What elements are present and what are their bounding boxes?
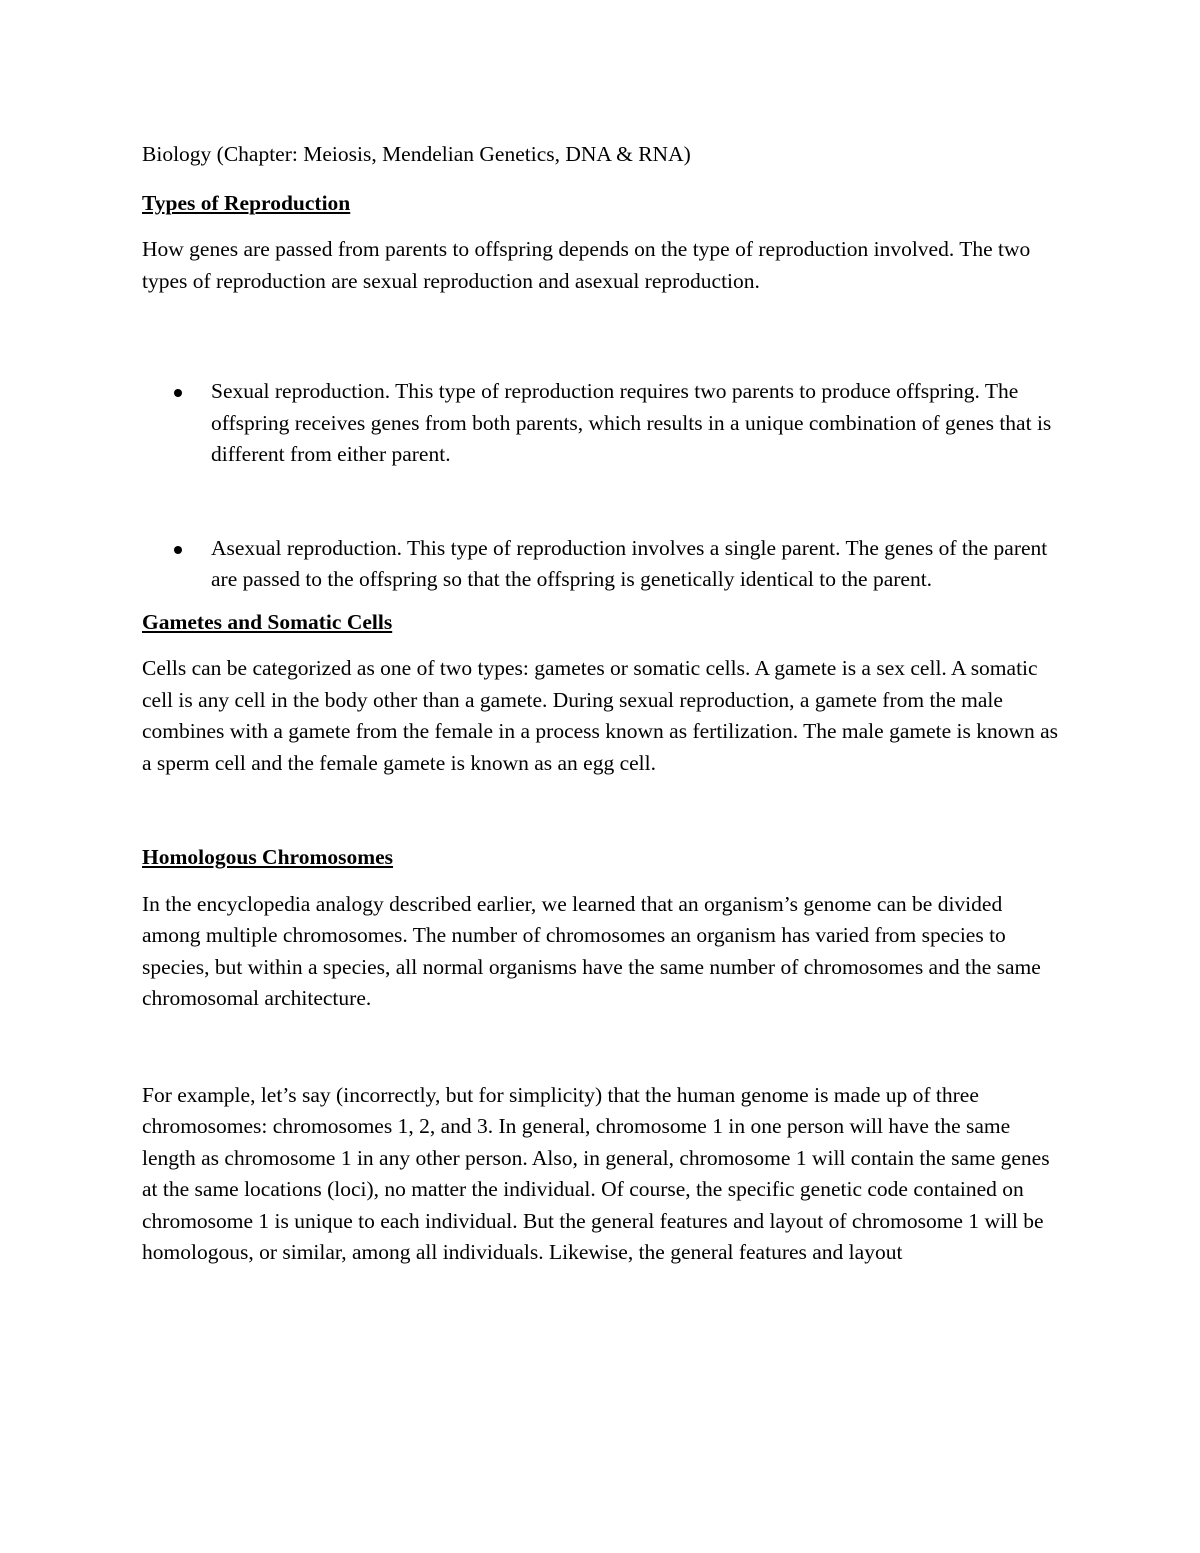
section-heading-types-of-reproduction: Types of Reproduction xyxy=(142,190,351,215)
spacer xyxy=(142,1032,1062,1080)
gametes-paragraph: Cells can be categorized as one of two types: gametes or somatic cells. A gamete is a sex cell. A somatic cell is any cell in the body other than a gamete. During sexual reproduction, a gamete from the male combines with a gamete from the female in a process known as fertilization. The male gamete is known as a sperm cell and the female gamete is known as an egg cell. xyxy=(142,656,1059,775)
bullet-text: Asexual reproduction. This type of reproduction involves a single parent. The genes of the parent are passed to the offspring so that the offspring is genetically identical to the parent. xyxy=(211,535,1048,591)
reproduction-intro-paragraph: How genes are passed from parents to offspring depends on the type of reproduction involved. The two types of reproduction are sexual reproduction and asexual reproduction. xyxy=(142,237,1031,293)
bullet-sexual-reproduction xyxy=(142,376,1062,471)
spacer xyxy=(142,471,1062,533)
document-page xyxy=(142,139,1062,1286)
homologous-paragraph-2: For example, let’s say (incorrectly, but for simplicity) that the human genome is made up of three chromosomes: chromosomes 1, 2, and 3. In general, chromosome 1 in one person will have the same length as chromosome 1 in any other person. Also, in general, chromosome 1 will contain the same genes at the same locations (loci), no matter the individual. Of course, the specific genetic code contained on chromosome 1 is unique to each individual. But the general features and layout of chromosome 1 will be homologous, or similar, among all individuals. Likewise, the general features and layout xyxy=(142,1082,1050,1264)
bullet-text: Sexual reproduction. This type of reproduction requires two parents to produce offspring. The offspring receives genes from both parents, which results in a unique combination of genes that is different from either parent. xyxy=(211,379,1052,466)
bullet-dot-icon xyxy=(174,546,182,554)
section-heading-gametes-and-somatic-cells: Gametes and Somatic Cells xyxy=(142,609,393,634)
document-title: Biology (Chapter: Meiosis, Mendelian Genetics, DNA & RNA) xyxy=(142,142,691,166)
reproduction-bullet-list xyxy=(142,376,1062,596)
bullet-asexual-reproduction xyxy=(142,533,1062,596)
spacer xyxy=(142,796,1062,842)
section-heading-homologous-chromosomes: Homologous Chromosomes xyxy=(142,845,394,869)
bullet-dot-icon xyxy=(174,389,182,397)
spacer xyxy=(142,596,1062,607)
homologous-paragraph-1: In the encyclopedia analogy described earlier, we learned that an organism’s genome can be divided among multiple chromosomes. The number of chromosomes an organism has varied from species to species, but within a species, all normal organisms have the same number of chromosomes and the same chromosomal architecture. xyxy=(142,891,1041,1010)
spacer xyxy=(142,314,1062,376)
